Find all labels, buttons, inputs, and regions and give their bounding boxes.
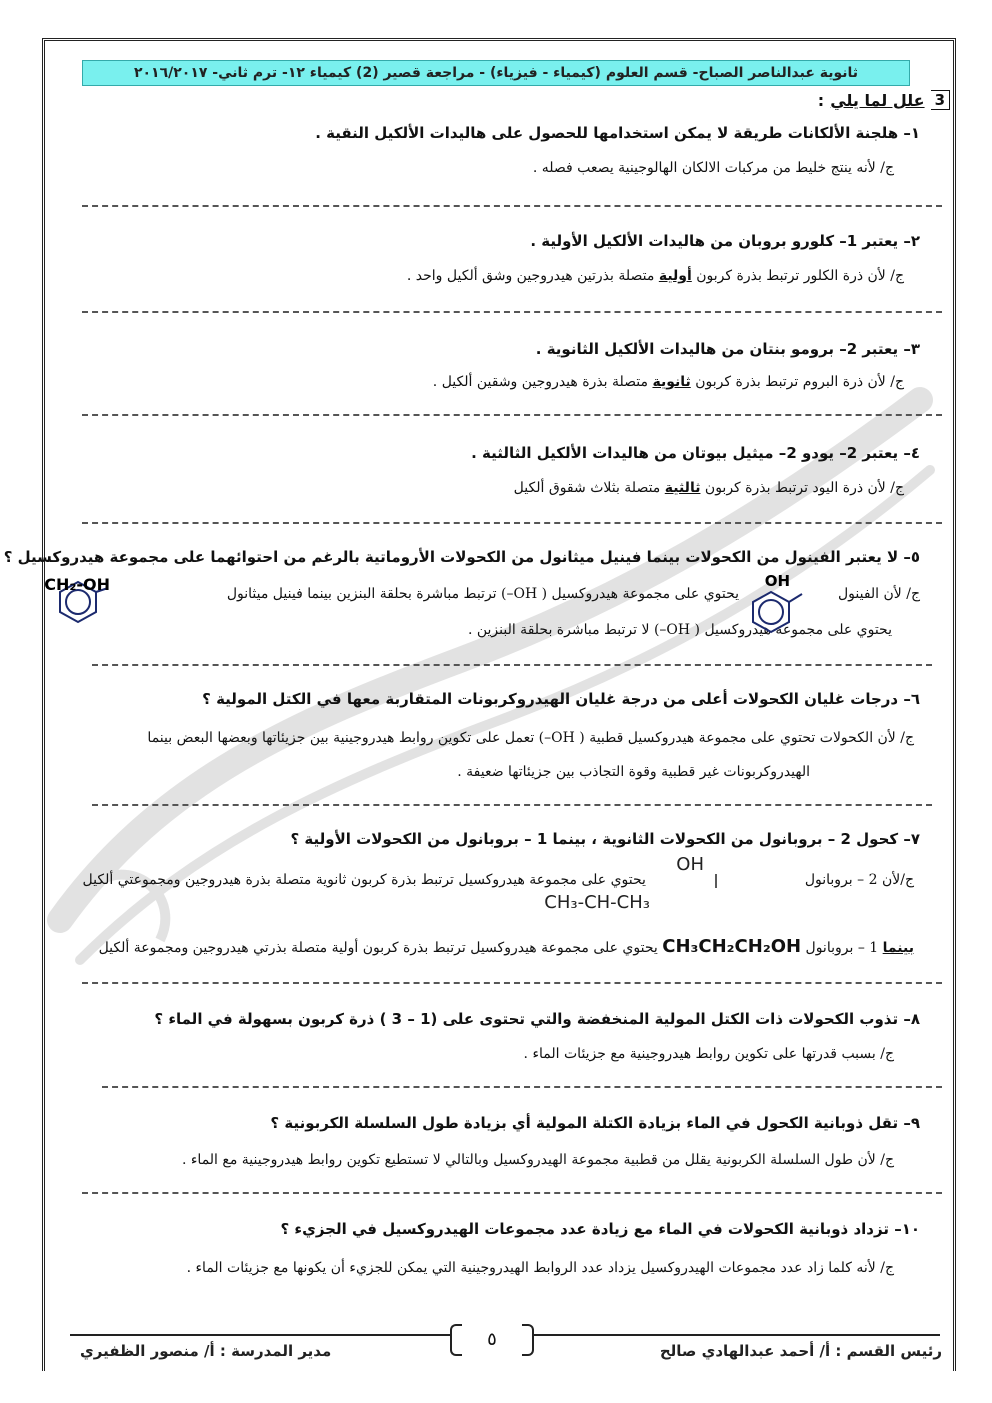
propanol-oh-label: OH	[676, 854, 704, 875]
answer-8: ج/ بسبب قدرتها على تكوين روابط هيدروجينية مع جزيئات الماء .	[523, 1046, 894, 1062]
answer-text: ج/ لأن ذرة الكلور ترتبط بذرة كربون	[696, 268, 904, 284]
answer-1: ج/ لأنه ينتج خليط من مركبات الالكان الهالوجينية يصعب فصله .	[532, 160, 894, 176]
section-heading	[818, 90, 950, 110]
answer-text: 1 – بروبانول	[805, 940, 879, 956]
answer-6-line-1: ج/ لأن الكحولات تحتوي على مجموعة هيدروكسيل قطبية ( OH–) تعمل على تكوين روابط هيدروجينية بين جزيئاتها وبعضها البعض بينما	[147, 730, 914, 746]
answer-text: متصلة بثلاث شقوق ألكيل	[513, 480, 661, 496]
question-text: درجات غليان الكحولات أعلى من درجة غليان الهيدروكربونات المتقاربة معها في الكتل المولية ؟	[202, 690, 899, 708]
question-text: هلجنة الألكانات طريقة لا يمكن استخدامها للحصول على هاليدات الألكيل النقية .	[315, 124, 899, 142]
answer-text: متصلة بذرة هيدروجين وشقين ألكيل .	[432, 374, 649, 390]
benzyl-alcohol-structure	[44, 570, 198, 630]
question-text: يعتبر 1– كلورو بروبان من هاليدات الألكيل الأولية .	[530, 232, 899, 250]
question-text: تقل ذوبانية الكحول في الماء بزيادة الكتلة المولية أي بزيادة طول السلسلة الكربونية ؟	[270, 1114, 899, 1132]
question-text: تزداد ذوبانية الكحولات في الماء مع زيادة عدد مجموعات الهيدروكسيل في الجزيء ؟	[280, 1220, 889, 1238]
answer-10: ج/ لأنه كلما زاد عدد مجموعات الهيدروكسيل يزداد عدد الروابط الهيدروجينية التي يمكن للجزيء أن يكونها مع جزيئات الماء .	[186, 1260, 894, 1276]
propanol-chain-label: CH₃-CH-CH₃	[544, 892, 650, 913]
answer-6-line-2: الهيدروكربونات غير قطبية وقوة التجاذب بين جزيئاتها ضعيفة .	[457, 764, 810, 780]
question-number: ٧–	[903, 830, 920, 848]
section-title: علل لما يلي	[830, 90, 925, 110]
answer-keyword: بينما	[882, 940, 914, 956]
benzyl-label: CH₂-OH	[44, 575, 110, 594]
header-title: ثانوية عبدالناصر الصباح- قسم العلوم (كيمياء - فيزياء) - مراجعة قصير (2) كيمياء ١٢- ترم ثاني- ٢٠١٦/٢٠١٧	[82, 60, 910, 86]
answer-5-line-2: يحتوي على مجموعة هيدروكسيل ( OH–) لا ترتبط مباشرة بحلقة البنزين .	[467, 622, 892, 638]
head-of-department: رئيس القسم : أ/ أحمد عبدالهادي صالح	[659, 1342, 942, 1360]
answer-keyword: ثانوية	[652, 374, 691, 390]
question-6	[202, 690, 920, 708]
question-number: ٥–	[903, 548, 920, 566]
section-colon: :	[817, 90, 825, 110]
answer-text: ج/ لأن ذرة اليود ترتبط بذرة كربون	[704, 480, 904, 496]
2-propanol-structure	[544, 850, 796, 914]
answer-5-line-1	[227, 586, 920, 602]
question-10	[281, 1220, 921, 1238]
question-number: ٣–	[903, 340, 920, 358]
school-principal: مدير المدرسة : أ/ منصور الظفيري	[80, 1342, 332, 1360]
divider	[92, 804, 932, 806]
divider	[82, 205, 942, 207]
divider	[82, 982, 942, 984]
question-number: ١٠–	[894, 1220, 920, 1238]
question-8	[154, 1010, 920, 1028]
question-number: ٦–	[903, 690, 920, 708]
answer-text: ج/لأن 2 – بروبانول	[804, 872, 914, 888]
question-text: يعتبر 2– برومو بنتان من هاليدات الألكيل الثانوية .	[535, 340, 899, 358]
question-4	[471, 444, 920, 462]
question-text: تذوب الكحولات ذات الكتل المولية المنخفضة والتي تحتوى على (1 – 3 ) ذرة كربون بسهولة في الماء ؟	[154, 1010, 899, 1028]
section-number: 3	[931, 90, 950, 110]
answer-text: متصلة بذرتين هيدروجين وشق ألكيل واحد .	[406, 268, 655, 284]
question-number: ١–	[903, 124, 920, 142]
answer-2	[407, 268, 904, 284]
divider	[82, 414, 942, 416]
answer-text: يحتوي على مجموعة هيدروكسيل ترتبط بذرة كربون أولية متصلة بذرتي هيدروجين ومجموعة ألكيل	[98, 940, 658, 956]
phenol-structure	[728, 570, 814, 630]
question-number: ٩–	[903, 1114, 920, 1132]
question-9	[270, 1114, 920, 1132]
question-7	[290, 830, 920, 848]
aromatic-circle	[759, 600, 783, 624]
question-number: ٢–	[903, 232, 920, 250]
answer-text: يحتوي على مجموعة هيدروكسيل ( OH–) ترتبط مباشرة بحلقة البنزين بينما فينيل ميثانول	[226, 586, 740, 602]
question-number: ٤–	[903, 444, 920, 462]
page-number: ٥	[450, 1322, 534, 1356]
question-3	[536, 340, 920, 358]
answer-4	[514, 480, 904, 496]
answer-text: ج/ لأن الفينول	[837, 586, 920, 602]
divider	[82, 1192, 942, 1194]
question-2	[530, 232, 920, 250]
phenol-oh-label: OH	[764, 572, 790, 590]
question-text: كحول 2 – بروبانول من الكحولات الثانوية ، بينما 1 – بروبانول من الكحولات الأولية ؟	[290, 830, 899, 848]
answer-7-line-2	[99, 936, 914, 957]
propanol-formula: CH₃CH₂CH₂OH	[662, 936, 802, 957]
question-text: لا يعتبر الفينول من الكحولات بينما فينيل ميثانول من الكحولات الأروماتية بالرغم من احتوائهما على مجموعة هيدروكسيل ؟	[3, 548, 899, 566]
answer-text: ج/ لأن ذرة البروم ترتبط بذرة كربون	[695, 374, 904, 390]
question-text: يعتبر 2– يودو 2– ميثيل بيوتان من هاليدات الألكيل الثالثية .	[471, 444, 899, 462]
divider	[92, 664, 932, 666]
question-number: ٨–	[903, 1010, 920, 1028]
question-5	[4, 548, 920, 566]
question-1	[315, 124, 920, 142]
answer-keyword: أولية	[658, 268, 692, 284]
answer-9: ج/ لأن طول السلسلة الكربونية يقلل من قطبية مجموعة الهيدروكسيل وبالتالي لا تستطيع تكوين روابط هيدروجينية مع الماء .	[181, 1152, 894, 1168]
divider	[82, 311, 942, 313]
bond	[789, 594, 802, 602]
answer-text: يحتوي على مجموعة هيدروكسيل ترتبط بذرة كربون ثانوية متصلة بذرة هيدروجين ومجموعتي ألكيل	[82, 872, 646, 888]
answer-3	[433, 374, 904, 390]
divider	[82, 522, 942, 524]
answer-keyword: ثالثية	[664, 480, 701, 496]
divider	[102, 1086, 942, 1088]
